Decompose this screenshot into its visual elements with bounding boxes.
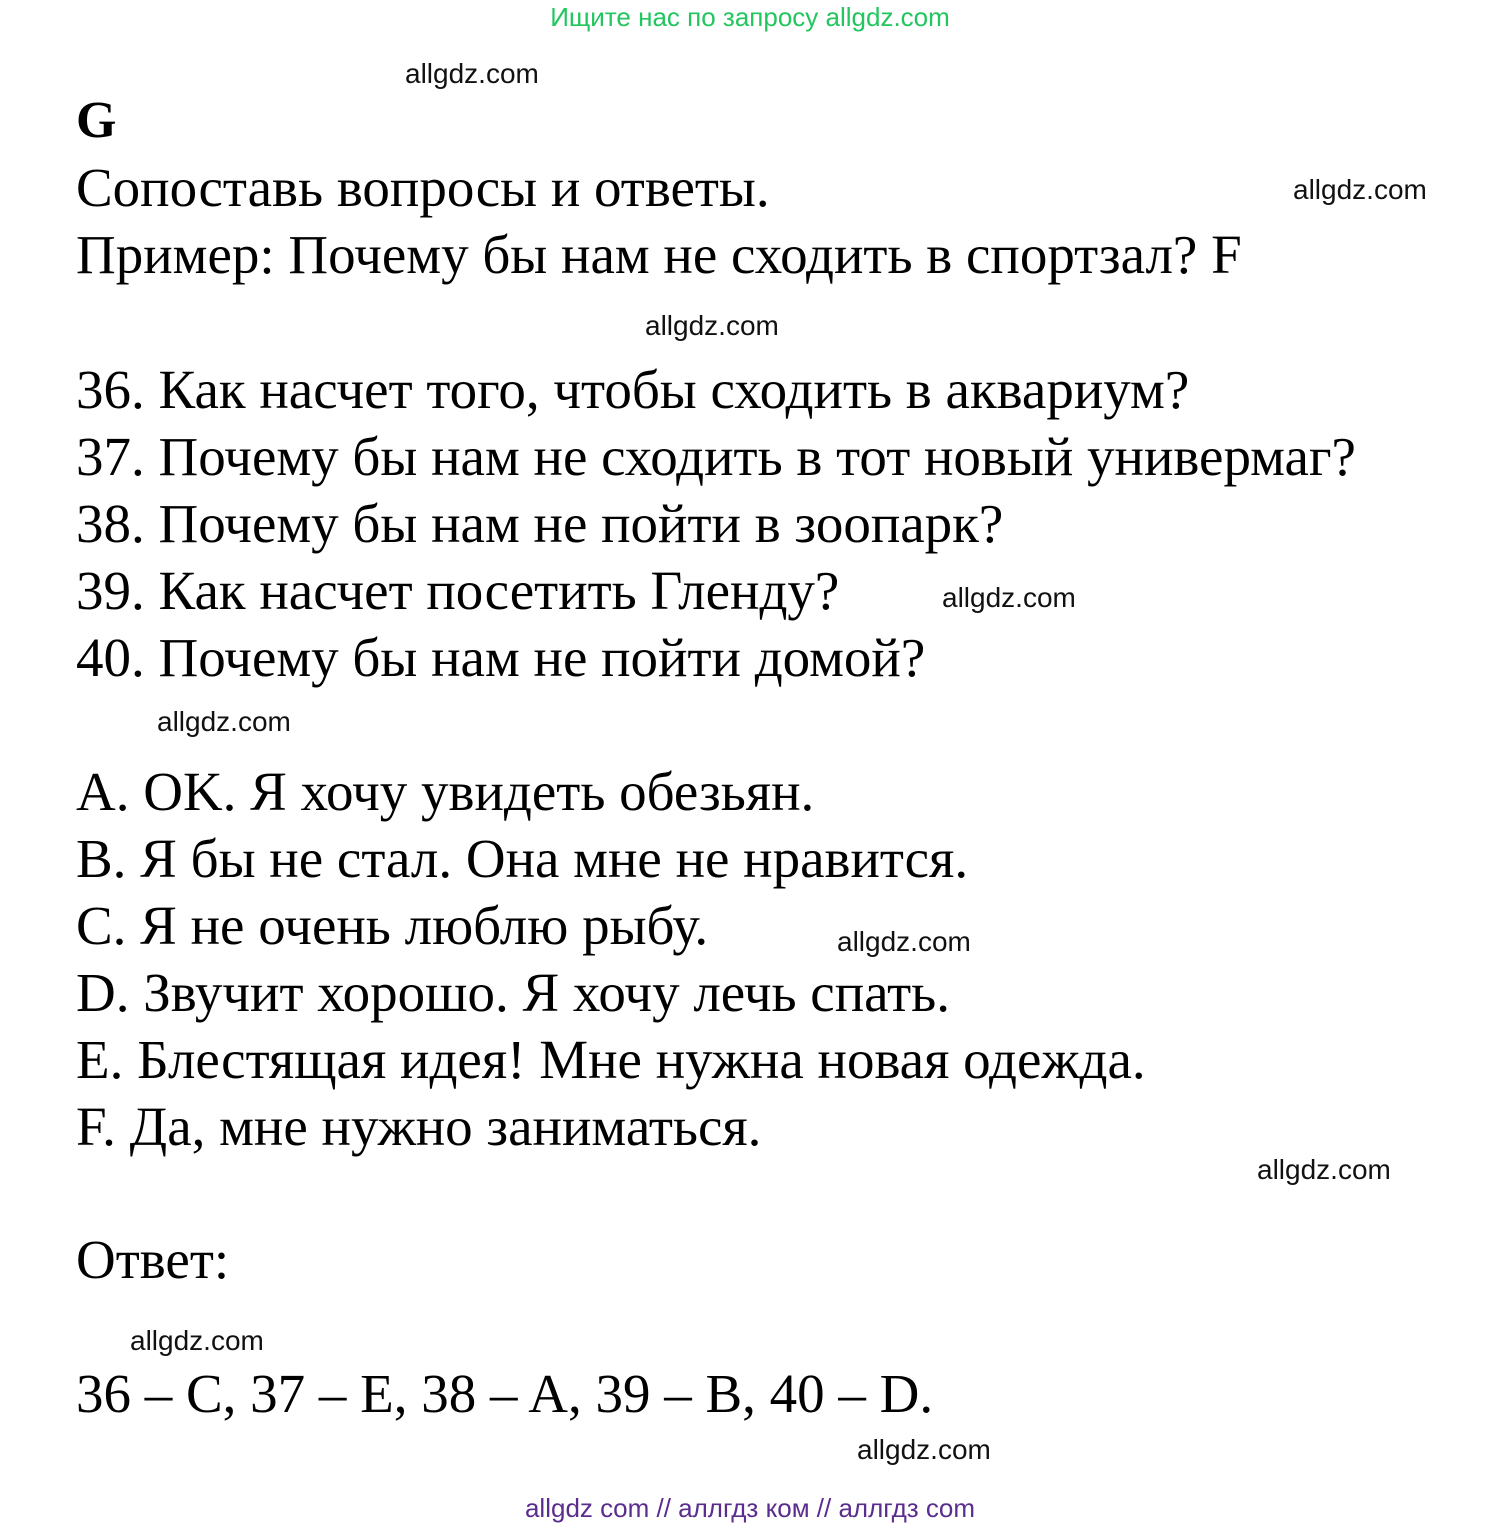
answer-option-f: F. Да, мне нужно заниматься.	[76, 1096, 762, 1157]
question-37: 37. Почему бы нам не сходить в тот новый универмаг?	[76, 426, 1356, 487]
watermark: allgdz.com	[857, 1434, 991, 1465]
question-40: 40. Почему бы нам не пойти домой?	[76, 627, 926, 688]
answer-option-b: B. Я бы не стал. Она мне не нравится.	[76, 828, 969, 889]
answer-option-d: D. Звучит хорошо. Я хочу лечь спать.	[76, 962, 951, 1023]
watermark: allgdz.com	[405, 58, 539, 89]
watermark: allgdz.com	[942, 582, 1076, 613]
answer-label: Ответ:	[76, 1229, 230, 1290]
example-text: Пример: Почему бы нам не сходить в спортзал? F	[76, 224, 1242, 285]
question-39: 39. Как насчет посетить Гленду?	[76, 560, 840, 621]
answer-option-e: E. Блестящая идея! Мне нужна новая одежда.	[76, 1029, 1146, 1090]
footer-text: allgdz com // аллгдз ком // аллгдз com	[524, 1493, 976, 1523]
watermark: allgdz.com	[837, 926, 971, 957]
answer-option-a: A. OK. Я хочу увидеть обезьян.	[76, 761, 815, 822]
question-36: 36. Как насчет того, чтобы сходить в аквариум?	[76, 359, 1190, 420]
question-38: 38. Почему бы нам не пойти в зоопарк?	[76, 493, 1004, 554]
watermark: allgdz.com	[1293, 174, 1427, 205]
watermark: allgdz.com	[130, 1325, 264, 1356]
top-banner: Ищите нас по запросу allgdz.com	[550, 2, 950, 32]
instruction-text: Сопоставь вопросы и ответы.	[76, 157, 770, 218]
answer-key: 36 – C, 37 – E, 38 – A, 39 – B, 40 – D.	[76, 1363, 934, 1424]
answer-option-c: C. Я не очень люблю рыбу.	[76, 895, 709, 956]
section-letter: G	[76, 92, 117, 149]
watermark: allgdz.com	[1257, 1154, 1391, 1185]
watermark: allgdz.com	[645, 310, 779, 341]
watermark: allgdz.com	[157, 706, 291, 737]
